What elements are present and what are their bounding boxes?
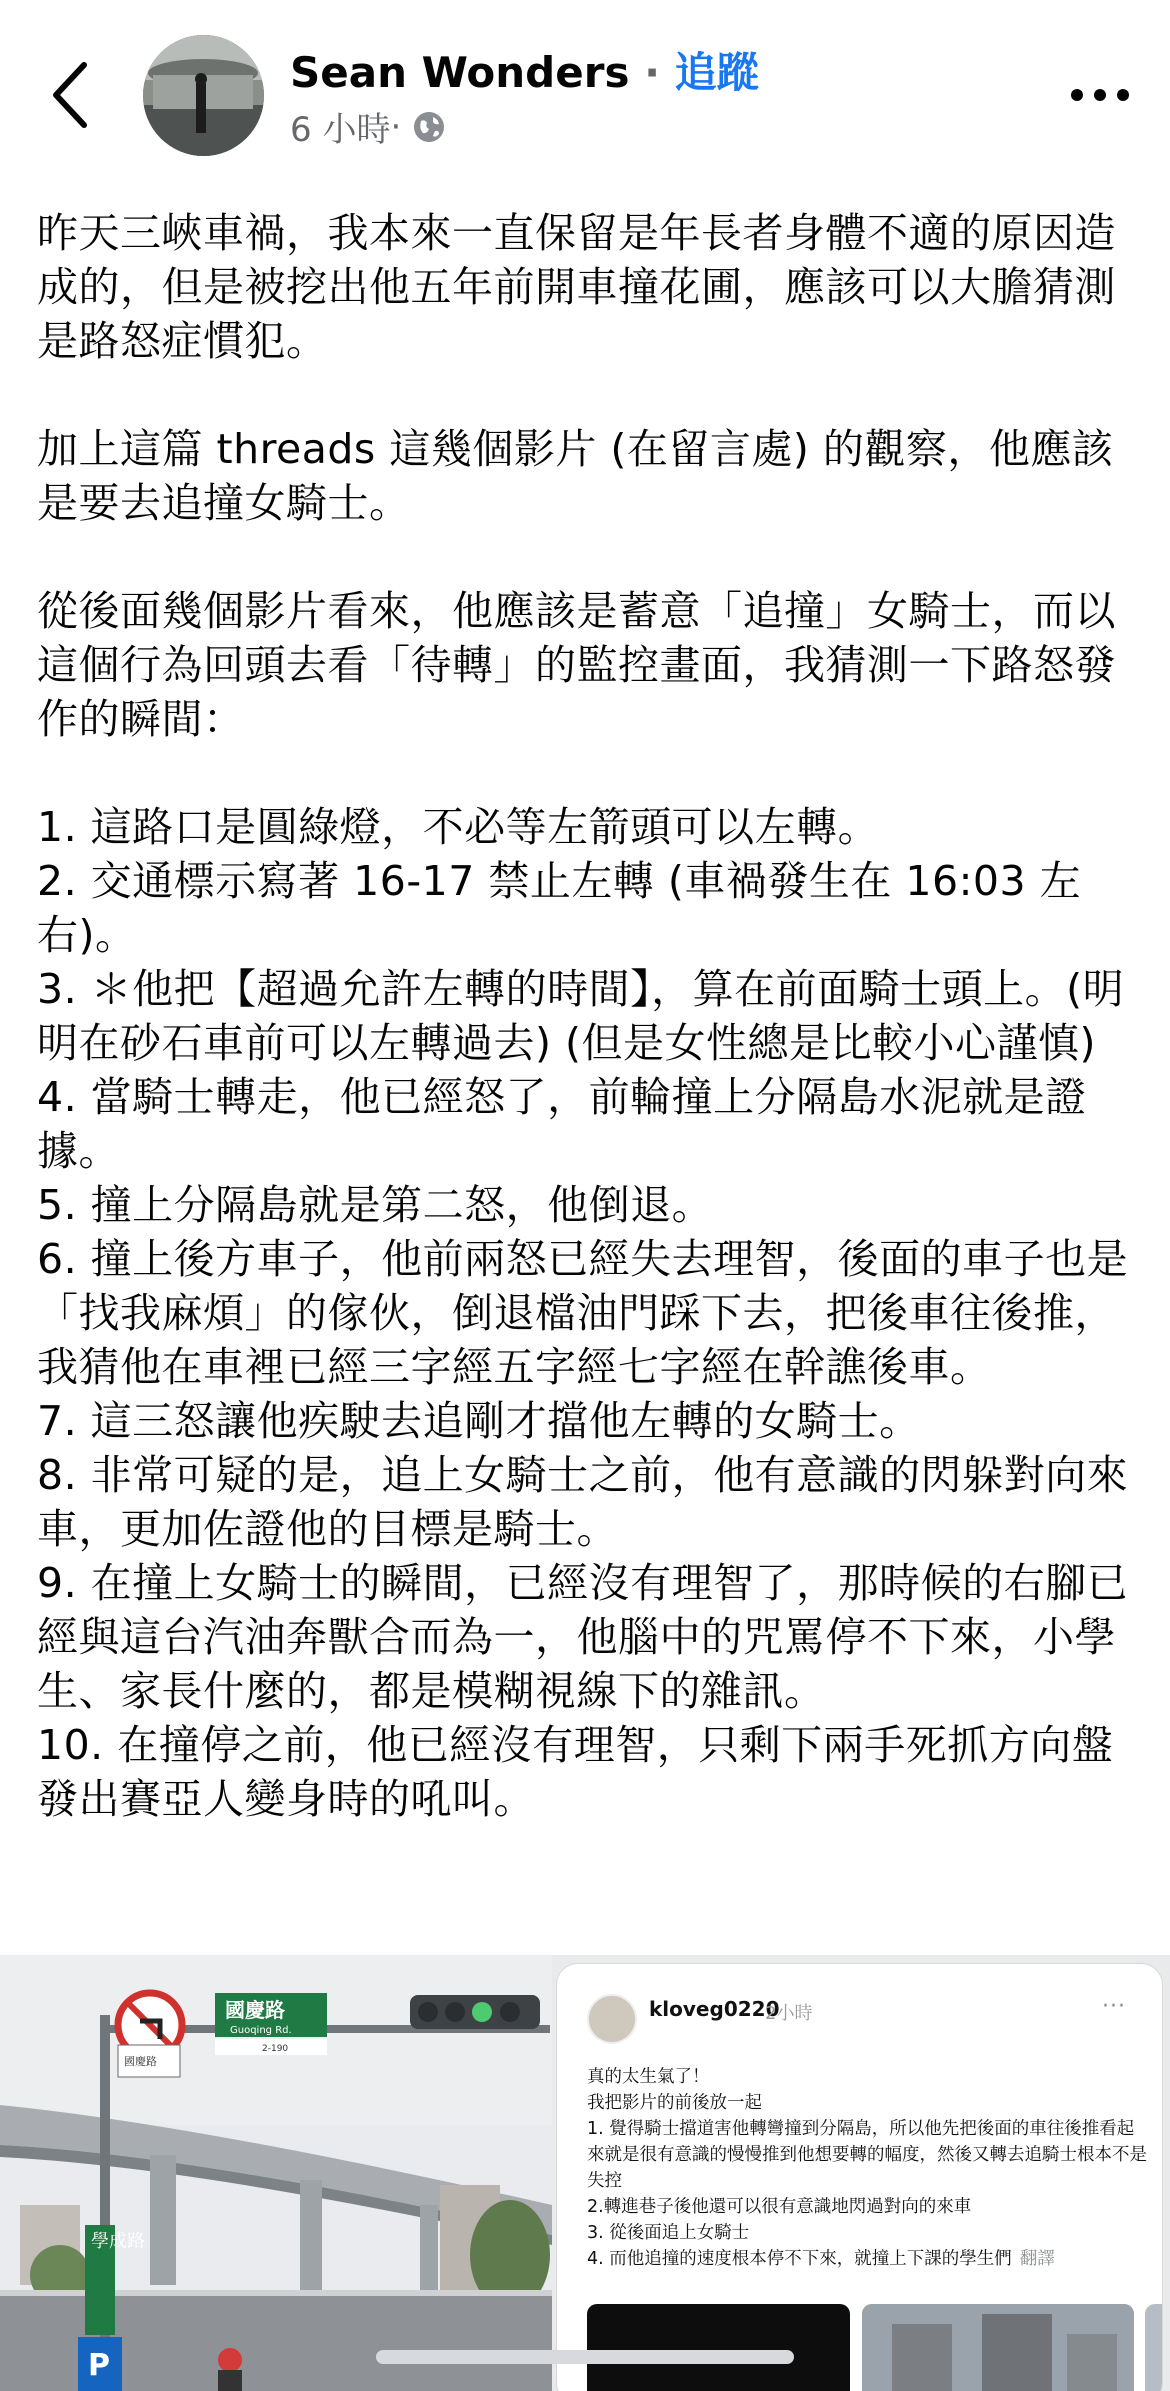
- card-line: 4. 而他追撞的速度根本停不下來，就撞上下課的學生們: [587, 2249, 1012, 2269]
- road-sign-number: 2-190: [262, 2044, 289, 2054]
- video-thumbnail: [1145, 2304, 1163, 2391]
- paragraph-gap: [37, 746, 1137, 800]
- post-paragraph: 加上這篇 threads 這幾個影片 (在留言處) 的觀察，他應該是要去追撞女騎士。: [37, 425, 1114, 527]
- post-timestamp[interactable]: 6 小時: [290, 110, 391, 150]
- globe-icon: [411, 109, 447, 145]
- small-sign-text: 國慶路: [124, 2055, 157, 2068]
- post-header: [0, 0, 1170, 190]
- side-sign-name: 學成路: [91, 2231, 145, 2252]
- card-line: 3. 從後面追上女騎士: [587, 2223, 750, 2243]
- card-user-avatar: [587, 1994, 637, 2044]
- author-line: [290, 40, 759, 100]
- author-name[interactable]: Sean Wonders: [290, 48, 630, 97]
- back-button[interactable]: [40, 55, 100, 135]
- threads-screenshot-card[interactable]: [556, 1963, 1163, 2391]
- card-timestamp: 2小時: [765, 2003, 813, 2024]
- post-numbered-list: 1. 這路口是圓綠燈，不必等左箭頭可以左轉。 2. 交通標示寫著 16-17 禁止左轉 (車禍發生在 16:03 左右)。 3. ＊他把【超過允許左轉的時間】，算在前面騎士頭上。(明明在砂石車前可以左轉過去) (但是女性總是比較小心謹慎) 4. 當騎士轉走，他已經怒了，前輪撞上分隔島水泥就是證據。 5. 撞上分隔島就是第二怒，他倒退。 6. 撞上後方車子，他前兩怒已經失去理智，後面的車子也是「找我麻煩」的傢伙，倒退檔油門踩下去，把後車往後推，我猜他在車裡已經三字經五字經七字經在幹譙後車。 7. 這三怒讓他疾駛去追剛才擋他左轉的女騎士。 8. 非常可疑的是，追上女騎士之前，他有意識的閃躲對向來車，更加佐證他的目標是騎士。 9. 在撞上女騎士的瞬間，已經沒有理智了，那時候的右腳已經與這台汽油奔獸合而為一，他腦中的咒罵停不下來，小學生、家長什麼的，都是模糊視線下的雜訊。 10. 在撞停之前，他已經沒有理智，只剩下兩手死抓方向盤發出賽亞人變身時的吼叫。: [37, 803, 1129, 1823]
- more-horizontal-icon: [1065, 70, 1135, 120]
- street-photo[interactable]: [0, 1955, 552, 2391]
- meta-separator: ·: [390, 106, 402, 147]
- translate-link: 翻譯: [1019, 2249, 1055, 2269]
- paragraph-gap: [37, 368, 1137, 422]
- home-indicator[interactable]: [376, 2350, 794, 2364]
- video-thumbnail: [587, 2304, 850, 2391]
- follow-button[interactable]: 追蹤: [674, 48, 759, 97]
- card-line-last: [587, 2246, 1147, 2272]
- post-body: [37, 206, 1137, 1826]
- card-more-icon: ···: [1102, 1994, 1126, 2019]
- more-options-button[interactable]: [1065, 70, 1135, 120]
- author-avatar[interactable]: [143, 35, 264, 156]
- card-line: 2.轉進巷子後他還可以很有意識地閃過對向的來車: [587, 2197, 972, 2217]
- street-scene-image: [0, 1955, 552, 2391]
- card-line: 真的太生氣了！: [587, 2067, 710, 2087]
- post-meta: [290, 102, 447, 151]
- post-paragraph: 從後面幾個影片看來，他應該是蓄意「追撞」女騎士，而以這個行為回頭去看「待轉」的監控畫面，我猜測一下路怒發作的瞬間：: [37, 587, 1116, 743]
- road-sign-roman: Guoqing Rd.: [230, 2025, 292, 2036]
- buildings-thumbnail-image: [862, 2304, 1134, 2391]
- avatar-image: [143, 35, 264, 156]
- paragraph-gap: [37, 530, 1137, 584]
- card-line: 我把影片的前後放一起: [587, 2093, 762, 2113]
- card-line: 1. 覺得騎士擋道害他轉彎撞到分隔島，所以他先把後面的車往後推看起來就是很有意識的慢慢推到他想要轉的幅度，然後又轉去追騎士根本不是失控: [587, 2119, 1147, 2191]
- post-paragraph: 昨天三峽車禍，我本來一直保留是年長者身體不適的原因造成的，但是被挖出他五年前開車撞花圃，應該可以大膽猜測是路怒症慣犯。: [37, 209, 1116, 365]
- name-separator: ·: [629, 48, 675, 97]
- parking-sign-letter: P: [88, 2348, 110, 2383]
- card-text: [587, 2064, 1147, 2272]
- chevron-left-icon: [40, 55, 100, 135]
- road-sign-name: 國慶路: [225, 1998, 285, 2022]
- video-thumbnail: [862, 2304, 1134, 2391]
- card-username: kloveg0220: [649, 1997, 780, 2021]
- post-media[interactable]: [0, 1955, 1170, 2391]
